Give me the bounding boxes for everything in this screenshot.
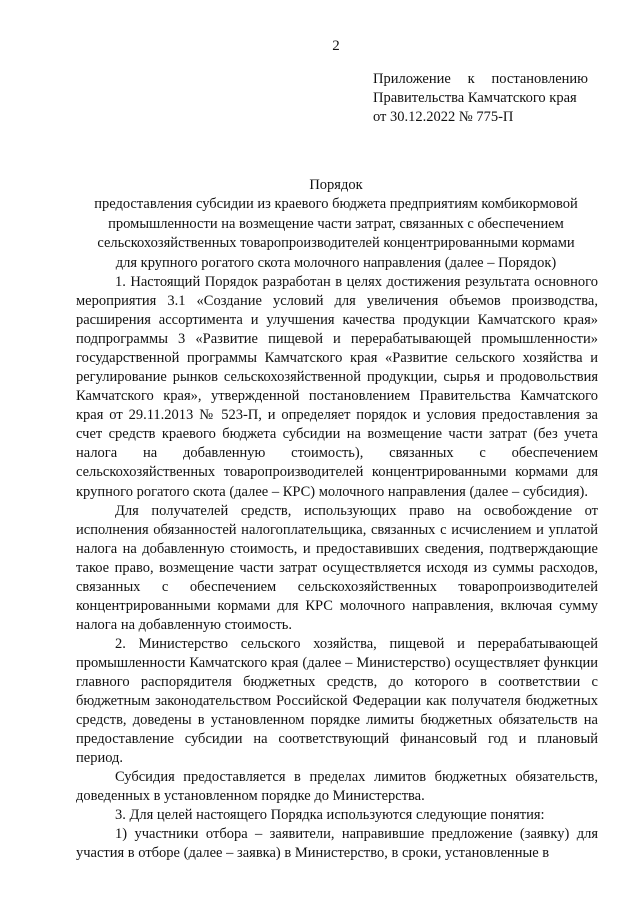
document-body — [76, 273, 598, 863]
paragraph-1: 1. Настоящий Порядок разработан в целях достижения результата основного мероприятия 3.1 «Создание условий для увеличения объемов производства, расширения ассортимента и улучшения качества продукции Камчатского края» подпрограммы 3 «Развитие пищевой и перерабатывающей промышленности» государственной программы Камчатского края «Развитие сельского хозяйства и регулирование рынков сельскохозяйственной продукции, сырья и продовольствия Камчатского края», утвержденной постановлением Правительства Камчатского края от 29.11.2013 № 523-П, и определяет порядок и условия предоставления за счет средств краевого бюджета субсидии на возмещение части затрат (без учета налога на добавленную стоимость), связанных с обеспечением сельскохозяйственных товаропроизводителей концентрированными кормами для крупного рогатого скота (далее – КРС) молочного направления (далее – субсидия). — [76, 274, 598, 500]
page-number: 2 — [332, 38, 340, 54]
appendix-line-3: от 30.12.2022 № 775-П — [373, 109, 514, 125]
paragraph-6: 1) участники отбора – заявители, направившие предложение (заявку) для участия в отборе (далее – заявка) в Министерство, в сроки, установленные в — [76, 826, 598, 862]
document-title — [60, 176, 612, 273]
appendix-line-1: Приложение к постановлению — [373, 71, 588, 87]
paragraph-3: 2. Министерство сельского хозяйства, пищевой и перерабатывающей промышленности Камчатского края (далее – Министерство) осуществляет функции главного распорядителя бюджетных средств, до которого в соответствии с бюджетным законодательством Российской Федерации как получателя бюджетных средств, доведены в установленном порядке лимиты бюджетных обязательств на предоставление субсидии на соответствующий финансовый год и плановый период. — [76, 635, 598, 767]
appendix-line-2: Правительства Камчатского края — [373, 90, 577, 106]
title-line-1: предоставления субсидии из краевого бюджета предприятиям комбикормовой — [94, 196, 578, 213]
title-line-2: промышленности на возмещение части затрат, связанных с обеспечением — [108, 215, 564, 232]
title-line-3: сельскохозяйственных товаропроизводителей концентрированными кормами — [97, 235, 575, 252]
paragraph-2: Для получателей средств, использующих право на освобождение от исполнения обязанностей налогоплательщика, связанных с исчислением и уплатой налога на добавленную стоимость, и предоставивших сведения, подтверждающие такое право, возмещение части затрат осуществляется исходя из суммы расходов, связанных с обеспечением сельскохозяйственных товаропроизводителей концентрированными кормами для КРС молочного направления, включая сумму налога на добавленную стоимость. — [76, 502, 598, 633]
paragraph-4: Субсидия предоставляется в пределах лимитов бюджетных обязательств, доведенных в установленном порядке до Министерства. — [76, 769, 598, 805]
title-line-4: для крупного рогатого скота молочного направления (далее – Порядок) — [115, 254, 557, 271]
title-heading: Порядок — [309, 177, 363, 193]
appendix-header — [373, 70, 588, 127]
paragraph-5: 3. Для целей настоящего Порядка используются следующие понятия: — [115, 807, 545, 824]
